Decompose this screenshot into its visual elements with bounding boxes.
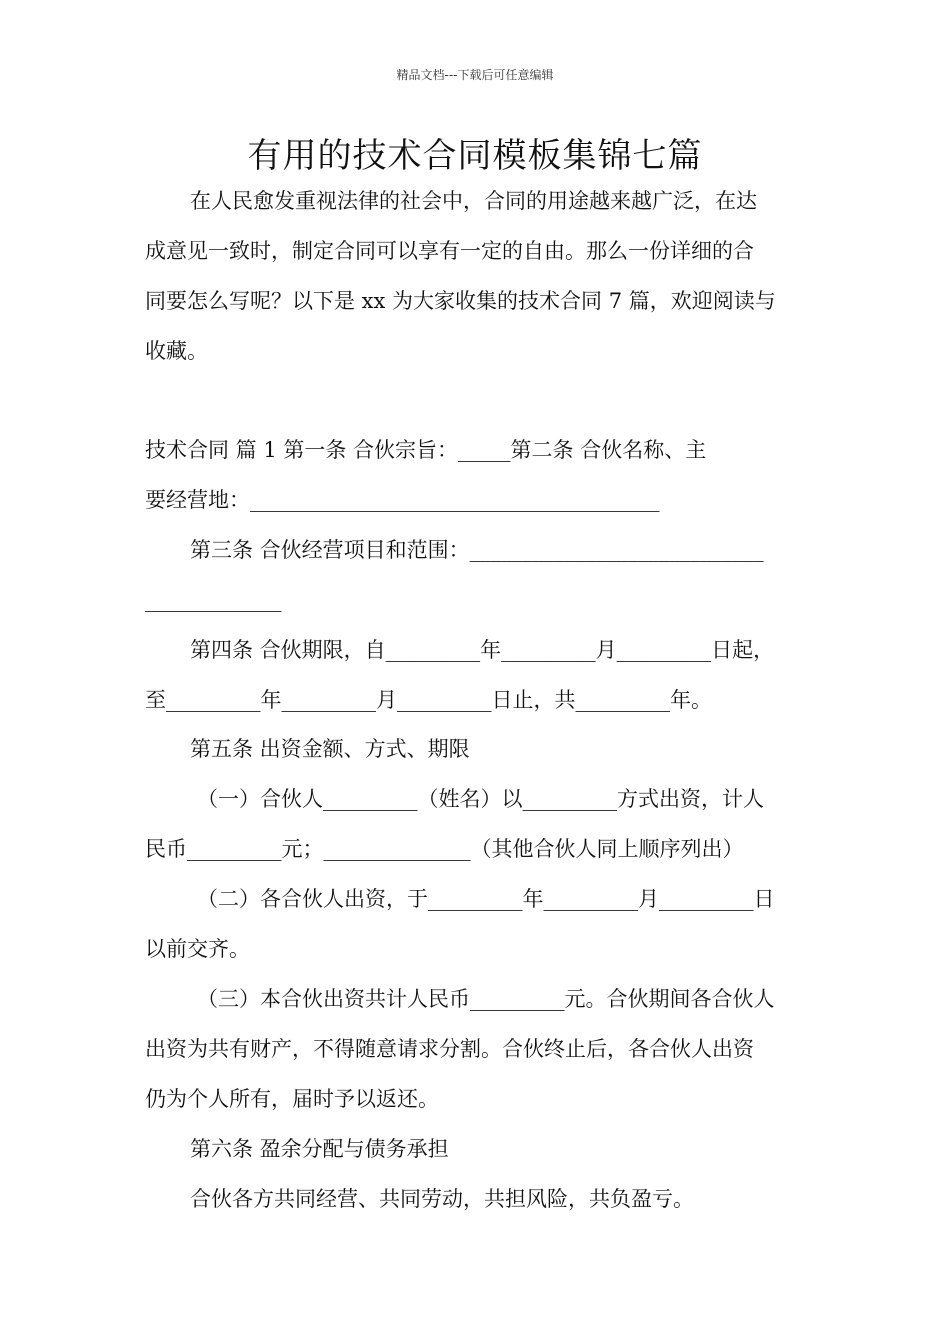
article-4-line-1: 第四条 合伙期限，自_________年_________月_________日起，	[190, 638, 775, 662]
article-5-item-1-line-2: 民币_________元；______________（其他合伙人同上顺序列出）	[145, 837, 744, 861]
document-title: 有用的技术合同模板集锦七篇	[247, 136, 703, 176]
article-3-blank-line: _____________	[145, 588, 282, 612]
article-5-item-1-line-1: （一）合伙人_________（姓名）以_________方式出资，计人	[197, 787, 764, 811]
article-5-heading: 第五条 出资金额、方式、期限	[190, 737, 470, 761]
article-1-line: 技术合同 篇 1 第一条 合伙宗旨：_____第二条 合伙名称、主	[145, 438, 707, 462]
page-header: 精品文档---下载后可任意编辑	[396, 68, 554, 82]
article-5-item-3-line-3: 仍为个人所有，届时予以返还。	[145, 1087, 439, 1111]
article-5-item-2-line-2: 以前交齐。	[145, 937, 250, 961]
intro-line-3: 同要怎么写呢？以下是 xx 为大家收集的技术合同 7 篇，欢迎阅读与	[145, 289, 776, 313]
article-4-line-2: 至_________年_________月_________日止，共_________年。	[145, 688, 712, 712]
intro-line-1: 在人民愈发重视法律的社会中，合同的用途越来越广泛，在达	[190, 189, 757, 213]
article-6-heading: 第六条 盈余分配与债务承担	[190, 1137, 449, 1161]
article-2-line: 要经营地：_______________________________________	[145, 488, 660, 512]
article-6-body: 合伙各方共同经营、共同劳动，共担风险，共负盈亏。	[190, 1187, 694, 1211]
article-3-line: 第三条 合伙经营项目和范围：____________________________	[190, 538, 764, 562]
article-5-item-3-line-1: （三）本合伙出资共计人民币_________元。合伙期间各合伙人	[197, 987, 775, 1011]
article-5-item-3-line-2: 出资为共有财产，不得随意请求分割。合伙终止后，各合伙人出资	[145, 1037, 754, 1061]
intro-line-4: 收藏。	[145, 339, 208, 363]
article-5-item-2-line-1: （二）各合伙人出资，于_________年_________月_________日	[197, 887, 775, 911]
intro-line-2: 成意见一致时，制定合同可以享有一定的自由。那么一份详细的合	[145, 239, 754, 263]
